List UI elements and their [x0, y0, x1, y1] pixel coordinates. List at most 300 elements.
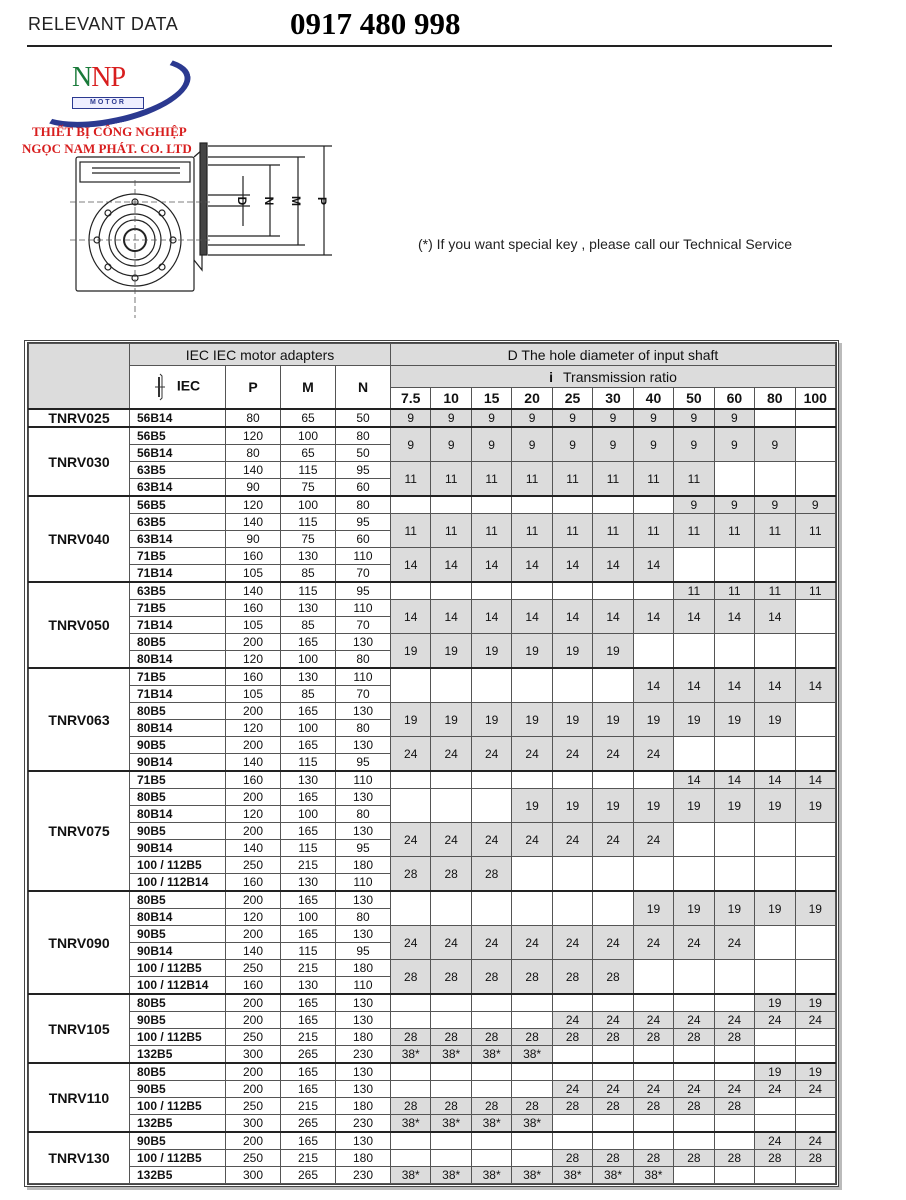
- shaft-diameter-cell: 24: [593, 737, 633, 772]
- shaft-diameter-cell: 38*: [471, 1167, 511, 1184]
- shaft-diameter-cell: 28: [593, 960, 633, 995]
- special-key-note: (*) If you want special key , please call our Technical Service: [418, 236, 793, 252]
- iec-code: 90B5: [130, 1012, 226, 1029]
- shaft-diameter-cell: 24: [714, 1081, 754, 1098]
- m-value: 75: [281, 531, 336, 548]
- shaft-diameter-cell: [714, 1167, 754, 1184]
- n-value: 70: [336, 565, 391, 583]
- shaft-diameter-cell: [674, 823, 714, 857]
- shaft-diameter-cell: [471, 496, 511, 514]
- iec-code: 80B5: [130, 634, 226, 651]
- shaft-diameter-cell: 19: [714, 891, 754, 926]
- shaft-diameter-cell: [512, 771, 552, 789]
- m-value: 165: [281, 1081, 336, 1098]
- m-value: 115: [281, 754, 336, 772]
- p-value: 160: [226, 977, 281, 995]
- m-value: 215: [281, 1098, 336, 1115]
- table-row: [29, 1063, 836, 1081]
- shaft-diameter-cell: 9: [714, 427, 754, 462]
- shaft-diameter-cell: [431, 891, 471, 926]
- shaft-diameter-cell: [552, 1046, 592, 1064]
- shaft-diameter-cell: [593, 771, 633, 789]
- m-value: 215: [281, 1029, 336, 1046]
- shaft-diameter-cell: [391, 1063, 431, 1081]
- shaft-diameter-cell: [714, 857, 754, 892]
- p-value: 80: [226, 445, 281, 462]
- table-row: [29, 1081, 836, 1098]
- n-value: 230: [336, 1115, 391, 1133]
- shaft-diameter-cell: [471, 891, 511, 926]
- m-value: 265: [281, 1115, 336, 1133]
- shaft-diameter-cell: 14: [633, 600, 673, 634]
- m-value: 115: [281, 582, 336, 600]
- n-value: 50: [336, 409, 391, 427]
- p-value: 200: [226, 1132, 281, 1150]
- model-name: TNRV050: [29, 582, 130, 668]
- shaft-diameter-cell: 19: [552, 634, 592, 669]
- shaft-diameter-cell: 19: [471, 703, 511, 737]
- shaft-diameter-cell: [431, 496, 471, 514]
- m-value: 100: [281, 720, 336, 737]
- iec-code: 90B5: [130, 926, 226, 943]
- shaft-diameter-cell: [795, 1046, 835, 1064]
- shaft-diameter-cell: 14: [512, 600, 552, 634]
- ratio-header-cell: 7.5: [391, 388, 431, 410]
- shaft-diameter-cell: [431, 771, 471, 789]
- shaft-diameter-cell: 19: [593, 634, 633, 669]
- m-value: 85: [281, 617, 336, 634]
- shaft-diameter-cell: 24: [512, 823, 552, 857]
- n-value: 130: [336, 634, 391, 651]
- shaft-diameter-cell: [633, 1063, 673, 1081]
- shaft-diameter-cell: 19: [714, 703, 754, 737]
- p-value: 200: [226, 891, 281, 909]
- n-column-header: N: [336, 366, 391, 410]
- company-name-line1: THIẾT BỊ CÔNG NGHIỆP: [32, 124, 187, 139]
- shaft-diameter-cell: 24: [633, 1081, 673, 1098]
- shaft-diameter-cell: 28: [552, 1029, 592, 1046]
- shaft-diameter-cell: 11: [431, 514, 471, 548]
- table-row: [29, 960, 836, 977]
- m-value: 100: [281, 496, 336, 514]
- shaft-diameter-cell: 28: [633, 1029, 673, 1046]
- table-row: [29, 703, 836, 720]
- shaft-diameter-cell: 14: [795, 668, 835, 703]
- shaft-diameter-cell: [714, 1046, 754, 1064]
- shaft-diameter-cell: [471, 789, 511, 823]
- n-value: 110: [336, 874, 391, 892]
- shaft-diameter-cell: [512, 857, 552, 892]
- shaft-diameter-cell: [471, 771, 511, 789]
- m-value: 265: [281, 1046, 336, 1064]
- iec-code: 71B5: [130, 668, 226, 686]
- shaft-diameter-cell: 14: [633, 668, 673, 703]
- shaft-diameter-cell: 24: [552, 737, 592, 772]
- shaft-diameter-cell: [431, 1150, 471, 1167]
- m-value: 265: [281, 1167, 336, 1184]
- iec-code: 90B14: [130, 754, 226, 772]
- shaft-diameter-cell: 9: [391, 409, 431, 427]
- n-value: 230: [336, 1167, 391, 1184]
- iec-code: 56B14: [130, 409, 226, 427]
- n-value: 95: [336, 943, 391, 960]
- shaft-diameter-cell: [674, 857, 714, 892]
- shaft-diameter-cell: [471, 1081, 511, 1098]
- p-value: 250: [226, 857, 281, 874]
- p-value: 90: [226, 479, 281, 497]
- shaft-diameter-cell: 9: [512, 427, 552, 462]
- table-row: [29, 1115, 836, 1133]
- iec-code: 100 / 112B5: [130, 1029, 226, 1046]
- shaft-diameter-cell: 9: [755, 427, 795, 462]
- m-value: 165: [281, 1132, 336, 1150]
- n-value: 130: [336, 703, 391, 720]
- table-row: [29, 548, 836, 565]
- shaft-diameter-cell: 24: [593, 926, 633, 960]
- shaft-diameter-cell: [795, 634, 835, 669]
- shaft-diameter-cell: 9: [674, 409, 714, 427]
- shaft-diameter-cell: 24: [674, 926, 714, 960]
- shaft-diameter-cell: 11: [795, 514, 835, 548]
- p-value: 250: [226, 1150, 281, 1167]
- shaft-header: D The hole diameter of input shaft: [391, 344, 836, 366]
- shaft-diameter-cell: 11: [593, 514, 633, 548]
- shaft-diameter-cell: 28: [512, 1098, 552, 1115]
- shaft-diameter-cell: 28: [431, 960, 471, 995]
- shaft-diameter-cell: [391, 582, 431, 600]
- shaft-diameter-cell: 28: [431, 1029, 471, 1046]
- m-value: 85: [281, 686, 336, 703]
- m-value: 165: [281, 994, 336, 1012]
- shaft-diameter-cell: [431, 789, 471, 823]
- shaft-diameter-cell: 28: [471, 857, 511, 892]
- shaft-diameter-cell: 28: [795, 1150, 835, 1167]
- shaft-diameter-cell: [431, 582, 471, 600]
- p-value: 300: [226, 1167, 281, 1184]
- shaft-diameter-cell: 19: [471, 634, 511, 669]
- shaft-diameter-cell: 9: [471, 427, 511, 462]
- shaft-diameter-cell: [755, 1046, 795, 1064]
- m-value: 130: [281, 668, 336, 686]
- n-value: 130: [336, 1063, 391, 1081]
- shaft-diameter-cell: 38*: [633, 1167, 673, 1184]
- shaft-diameter-cell: [593, 1046, 633, 1064]
- dim-label-n: N: [262, 196, 276, 206]
- p-value: 140: [226, 754, 281, 772]
- shaft-diameter-cell: 19: [431, 703, 471, 737]
- table-row: [29, 409, 836, 427]
- p-value: 140: [226, 840, 281, 857]
- shaft-diameter-cell: [512, 1081, 552, 1098]
- shaft-diameter-cell: 9: [633, 409, 673, 427]
- m-value: 115: [281, 840, 336, 857]
- shaft-diameter-cell: [512, 1063, 552, 1081]
- shaft-diameter-cell: 24: [755, 1132, 795, 1150]
- shaft-diameter-cell: [795, 737, 835, 772]
- model-header-cell: [29, 344, 130, 410]
- shaft-diameter-cell: [512, 1150, 552, 1167]
- shaft-diameter-cell: [512, 1132, 552, 1150]
- iec-code: 71B14: [130, 617, 226, 634]
- shaft-diameter-cell: 28: [593, 1150, 633, 1167]
- shaft-diameter-cell: 19: [512, 789, 552, 823]
- shaft-diameter-cell: [755, 1167, 795, 1184]
- shaft-diameter-cell: [431, 1063, 471, 1081]
- shaft-diameter-cell: 9: [755, 496, 795, 514]
- shaft-diameter-cell: 9: [512, 409, 552, 427]
- shaft-diameter-cell: [674, 548, 714, 583]
- shaft-diameter-cell: [633, 634, 673, 669]
- company-name-line2: NGỌC NAM PHÁT. CO. LTD: [22, 141, 192, 156]
- table-row: [29, 789, 836, 806]
- iec-code: 90B14: [130, 943, 226, 960]
- m-value: 215: [281, 960, 336, 977]
- m-value: 165: [281, 737, 336, 754]
- shaft-diameter-cell: 28: [755, 1150, 795, 1167]
- gearbox-top: [80, 162, 190, 182]
- shaft-diameter-cell: 28: [391, 1098, 431, 1115]
- iec-code: 100 / 112B5: [130, 857, 226, 874]
- shaft-diameter-cell: 24: [593, 1012, 633, 1029]
- shaft-diameter-cell: 24: [512, 737, 552, 772]
- ratio-header-label: Transmission ratio: [563, 368, 677, 385]
- shaft-diameter-cell: [593, 582, 633, 600]
- shaft-diameter-cell: 28: [593, 1098, 633, 1115]
- shaft-diameter-cell: 11: [391, 514, 431, 548]
- shaft-diameter-cell: 19: [795, 994, 835, 1012]
- table-row: [29, 427, 836, 445]
- shaft-diameter-cell: 9: [391, 427, 431, 462]
- shaft-diameter-cell: [552, 857, 592, 892]
- model-name: TNRV025: [29, 409, 130, 427]
- shaft-diameter-cell: 38*: [431, 1046, 471, 1064]
- gearbox-drawing: [70, 140, 370, 330]
- shaft-diameter-cell: 28: [552, 960, 592, 995]
- shaft-diameter-cell: [714, 737, 754, 772]
- dim-label-p: P: [315, 196, 329, 206]
- n-value: 130: [336, 789, 391, 806]
- shaft-diameter-cell: 11: [552, 462, 592, 497]
- m-value: 165: [281, 1012, 336, 1029]
- shaft-diameter-cell: 19: [512, 634, 552, 669]
- iec-code: 80B14: [130, 651, 226, 669]
- shaft-diameter-cell: [795, 1029, 835, 1046]
- table-row: [29, 1098, 836, 1115]
- p-value: 140: [226, 582, 281, 600]
- shaft-diameter-cell: 28: [471, 960, 511, 995]
- shaft-diameter-cell: [795, 427, 835, 462]
- shaft-diameter-cell: [633, 1115, 673, 1133]
- shaft-diameter-cell: [633, 1046, 673, 1064]
- n-value: 130: [336, 737, 391, 754]
- shaft-diameter-cell: [633, 771, 673, 789]
- shaft-diameter-cell: [714, 548, 754, 583]
- shaft-diameter-cell: [391, 496, 431, 514]
- iec-code: 100 / 112B14: [130, 874, 226, 892]
- shaft-diameter-cell: [755, 1029, 795, 1046]
- iec-code: 63B5: [130, 462, 226, 479]
- p-value: 105: [226, 565, 281, 583]
- table-row: [29, 634, 836, 651]
- iec-code: 100 / 112B5: [130, 1150, 226, 1167]
- p-value: 200: [226, 926, 281, 943]
- shaft-diameter-cell: 9: [552, 409, 592, 427]
- n-value: 110: [336, 977, 391, 995]
- shaft-diameter-cell: [795, 960, 835, 995]
- ratio-header-cell: 100: [795, 388, 835, 410]
- shaft-diameter-cell: 9: [593, 427, 633, 462]
- shaft-diameter-cell: [795, 462, 835, 497]
- shaft-diameter-cell: 19: [391, 703, 431, 737]
- shaft-diameter-cell: 14: [431, 600, 471, 634]
- shaft-diameter-cell: 28: [593, 1029, 633, 1046]
- m-value: 85: [281, 565, 336, 583]
- shaft-diameter-cell: 9: [431, 427, 471, 462]
- shaft-diameter-cell: 28: [391, 960, 431, 995]
- shaft-diameter-cell: 19: [755, 891, 795, 926]
- p-value: 200: [226, 703, 281, 720]
- n-value: 130: [336, 891, 391, 909]
- ratio-header: [391, 366, 836, 388]
- n-value: 95: [336, 840, 391, 857]
- relevant-data-table: [28, 343, 836, 1184]
- table-row: [29, 582, 836, 600]
- shaft-diameter-cell: [552, 1063, 592, 1081]
- ratio-header-cell: 60: [714, 388, 754, 410]
- iec-code: 71B14: [130, 686, 226, 703]
- n-value: 180: [336, 960, 391, 977]
- iec-code: 100 / 112B5: [130, 960, 226, 977]
- shaft-diameter-cell: 14: [552, 600, 592, 634]
- shaft-diameter-cell: 24: [714, 1012, 754, 1029]
- shaft-diameter-cell: 11: [431, 462, 471, 497]
- n-value: 95: [336, 514, 391, 531]
- p-value: 200: [226, 994, 281, 1012]
- n-value: 130: [336, 823, 391, 840]
- m-value: 130: [281, 874, 336, 892]
- shaft-diameter-cell: 24: [471, 823, 511, 857]
- shaft-diameter-cell: [674, 1063, 714, 1081]
- shaft-diameter-cell: 14: [552, 548, 592, 583]
- flange-icon: [155, 372, 165, 402]
- n-value: 80: [336, 496, 391, 514]
- table-row: [29, 857, 836, 874]
- shaft-diameter-cell: [714, 960, 754, 995]
- table-row: [29, 496, 836, 514]
- shaft-diameter-cell: 11: [471, 514, 511, 548]
- iec-code: 80B14: [130, 806, 226, 823]
- m-value: 100: [281, 427, 336, 445]
- p-value: 105: [226, 686, 281, 703]
- shaft-diameter-cell: 11: [714, 514, 754, 548]
- shaft-diameter-cell: [431, 1012, 471, 1029]
- shaft-diameter-cell: [755, 409, 795, 427]
- shaft-diameter-cell: [714, 1132, 754, 1150]
- shaft-diameter-cell: [391, 668, 431, 703]
- m-value: 165: [281, 926, 336, 943]
- shaft-diameter-cell: 19: [755, 994, 795, 1012]
- shaft-diameter-cell: [795, 1167, 835, 1184]
- n-value: 180: [336, 857, 391, 874]
- shaft-diameter-cell: 24: [431, 823, 471, 857]
- model-name: TNRV110: [29, 1063, 130, 1132]
- shaft-diameter-cell: [633, 857, 673, 892]
- shaft-diameter-cell: 38*: [471, 1115, 511, 1133]
- table-row: [29, 1132, 836, 1150]
- shaft-diameter-cell: 24: [593, 1081, 633, 1098]
- shaft-diameter-cell: 11: [674, 582, 714, 600]
- iec-code: 63B5: [130, 514, 226, 531]
- shaft-diameter-cell: [714, 634, 754, 669]
- shaft-diameter-cell: 9: [471, 409, 511, 427]
- p-column-header: P: [226, 366, 281, 410]
- shaft-diameter-cell: 11: [714, 582, 754, 600]
- shaft-diameter-cell: 24: [391, 823, 431, 857]
- shaft-diameter-cell: 38*: [391, 1046, 431, 1064]
- p-value: 250: [226, 1098, 281, 1115]
- m-value: 130: [281, 548, 336, 565]
- p-value: 140: [226, 943, 281, 960]
- shaft-diameter-cell: 38*: [431, 1115, 471, 1133]
- shaft-diameter-cell: 19: [674, 703, 714, 737]
- n-value: 80: [336, 427, 391, 445]
- n-value: 60: [336, 479, 391, 497]
- shaft-diameter-cell: 11: [471, 462, 511, 497]
- shaft-diameter-cell: 38*: [391, 1115, 431, 1133]
- shaft-diameter-cell: 38*: [431, 1167, 471, 1184]
- shaft-diameter-cell: 19: [795, 891, 835, 926]
- iec-code: 80B5: [130, 1063, 226, 1081]
- p-value: 300: [226, 1115, 281, 1133]
- shaft-diameter-cell: 28: [714, 1029, 754, 1046]
- iec-code: 90B5: [130, 823, 226, 840]
- iec-code: 80B5: [130, 789, 226, 806]
- shaft-diameter-cell: 14: [674, 600, 714, 634]
- shaft-diameter-cell: 19: [552, 703, 592, 737]
- shaft-diameter-cell: [471, 582, 511, 600]
- shaft-diameter-cell: 24: [755, 1081, 795, 1098]
- shaft-diameter-cell: [593, 994, 633, 1012]
- shaft-diameter-cell: [795, 926, 835, 960]
- shaft-diameter-cell: 28: [674, 1098, 714, 1115]
- dim-label-m: M: [289, 196, 303, 206]
- p-value: 120: [226, 496, 281, 514]
- ratio-header-cell: 30: [593, 388, 633, 410]
- shaft-diameter-cell: [755, 634, 795, 669]
- ratio-header-cell: 50: [674, 388, 714, 410]
- shaft-diameter-cell: [431, 1081, 471, 1098]
- ratio-header-cell: 15: [471, 388, 511, 410]
- shaft-diameter-cell: 24: [795, 1132, 835, 1150]
- m-value: 165: [281, 634, 336, 651]
- shaft-diameter-cell: 9: [674, 496, 714, 514]
- shaft-diameter-cell: 14: [795, 771, 835, 789]
- shaft-diameter-cell: [674, 1115, 714, 1133]
- shaft-diameter-cell: [593, 1132, 633, 1150]
- p-value: 200: [226, 1081, 281, 1098]
- logo-brand: [72, 62, 125, 94]
- m-value: 100: [281, 806, 336, 823]
- shaft-diameter-cell: 38*: [391, 1167, 431, 1184]
- shaft-diameter-cell: 24: [431, 737, 471, 772]
- model-name: TNRV130: [29, 1132, 130, 1184]
- shaft-diameter-cell: [431, 994, 471, 1012]
- iec-column-header: [130, 366, 226, 410]
- shaft-diameter-cell: [755, 1115, 795, 1133]
- shaft-diameter-cell: 28: [431, 1098, 471, 1115]
- p-value: 200: [226, 1012, 281, 1029]
- shaft-diameter-cell: 11: [552, 514, 592, 548]
